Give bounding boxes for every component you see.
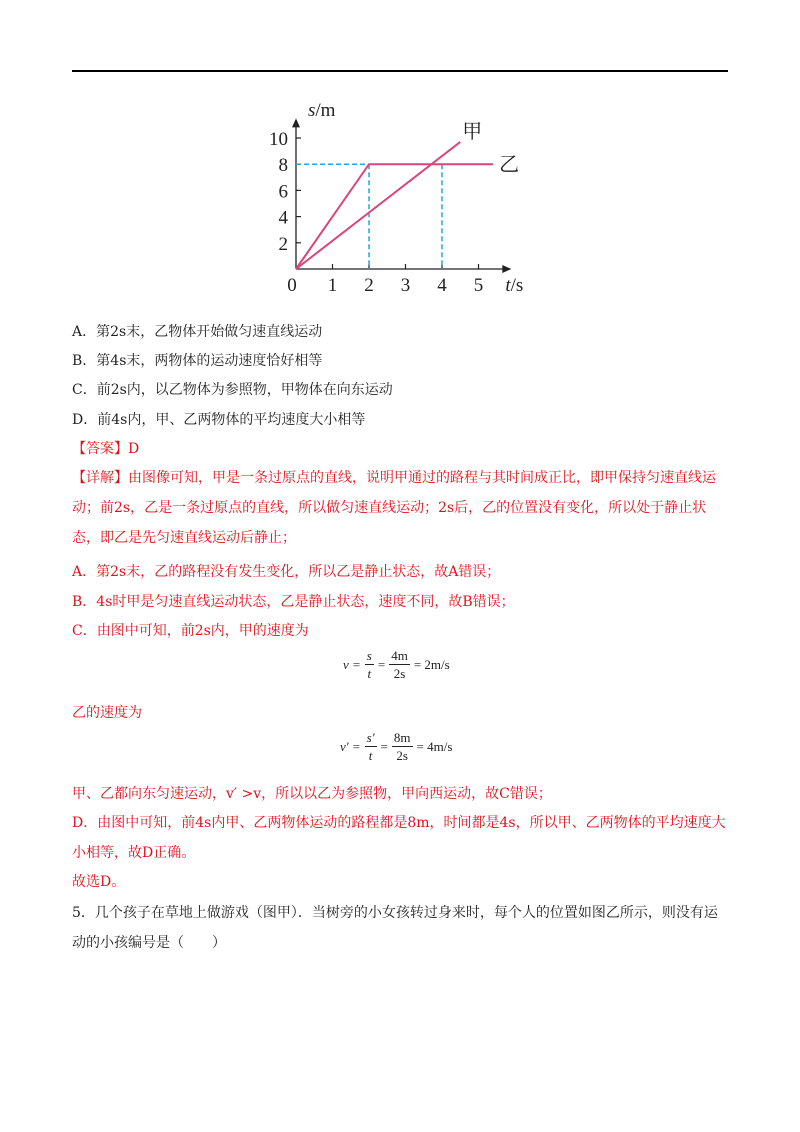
header-rule	[72, 70, 728, 72]
yi-speed-label: 乙的速度为	[72, 705, 142, 721]
series-label-yi: 乙	[499, 152, 520, 177]
y-tick-label: 4	[278, 207, 288, 229]
x-tick-label: 5	[473, 275, 484, 296]
x-tick-label: 0	[287, 275, 297, 296]
formula-result: = 4m/s	[416, 738, 453, 754]
x-tick-label: 2	[364, 275, 374, 296]
fraction: $\frac{s}{t}$	[366, 648, 372, 681]
formula-lhs: v =	[343, 656, 361, 672]
question-5: 5．几个孩子在草地上做游戏（图甲）．当树旁的小女孩转过身来时，每个人的位置如图乙所示，则没有运动的小孩编号是（ ）	[72, 905, 718, 951]
option-d: D．前4s内，甲、乙两物体的平均速度大小相等	[72, 412, 366, 428]
series-label-jia: 甲	[462, 118, 483, 143]
x-tick-label: 3	[400, 275, 411, 296]
y-axis-label: s/m	[308, 100, 336, 121]
x-axis-arrow	[502, 265, 511, 273]
formula-result: = 2m/s	[413, 656, 450, 672]
analysis-c-conclusion: 甲、乙都向东匀速运动，v′ >v，所以以乙为参照物，甲向西运动，故C错误；	[72, 786, 552, 802]
option-c: C．前2s内，以乙物体为参照物，甲物体在向东运动	[72, 382, 393, 398]
analysis-c: C．由图中可知，前2s内，甲的速度为	[72, 623, 309, 639]
fraction: $\frac{8m}{2s}$	[393, 730, 411, 763]
final-choice: 故选D。	[72, 874, 126, 890]
analysis-b: B．4s时甲是匀速直线运动状态，乙是静止状态，速度不同，故B错误；	[72, 594, 515, 610]
series-line-jia	[296, 142, 460, 269]
formula-lhs: v′ =	[340, 738, 361, 754]
fraction: $\frac{s'}{t}$	[366, 730, 375, 763]
analysis-a: A．第2s末，乙的路程没有发生变化，所以乙是静止状态，故A错误；	[72, 564, 501, 580]
x-tick-label: 4	[437, 275, 447, 296]
s-t-graph	[260, 92, 560, 304]
y-tick-label: 2	[278, 233, 288, 255]
formula-jia-speed: v = $\frac{s}{t}$ = $\frac{4m}{2s}$ = 2m/s	[343, 648, 450, 681]
y-tick-label: 8	[278, 155, 288, 177]
answer-label: 【答案】D	[72, 441, 140, 457]
y-tick-label: 6	[278, 181, 288, 203]
option-a: A．第2s末，乙物体开始做匀速直线运动	[72, 324, 323, 340]
analysis-d: D．由图中可知，前4s内甲、乙两物体运动的路程都是8m，时间都是4s，所以甲、乙两物体的平均速度大小相等，故D正确。	[72, 815, 726, 861]
y-tick-label: 10	[269, 129, 288, 150]
x-tick-label: 1	[327, 275, 338, 296]
x-axis-label: t/s	[505, 275, 524, 296]
option-b: B．第4s末，两物体的运动速度恰好相等	[72, 353, 323, 369]
formula-yi-speed: v′ = $\frac{s'}{t}$ = $\frac{8m}{2s}$ = 4m/s	[340, 730, 453, 763]
detail-paragraph: 【详解】由图像可知，甲是一条过原点的直线，说明甲通过的路程与其时间成正比，即甲保持匀速直线运动；前2s，乙是一条过原点的直线，所以做匀速直线运动；2s后，乙的位置没有变化，所以处于静止状态，即乙是先匀速直线运动后静止；	[72, 470, 716, 546]
y-axis-arrow	[292, 118, 300, 127]
series-line-yi	[296, 164, 493, 269]
fraction: $\frac{4m}{2s}$	[391, 648, 408, 681]
